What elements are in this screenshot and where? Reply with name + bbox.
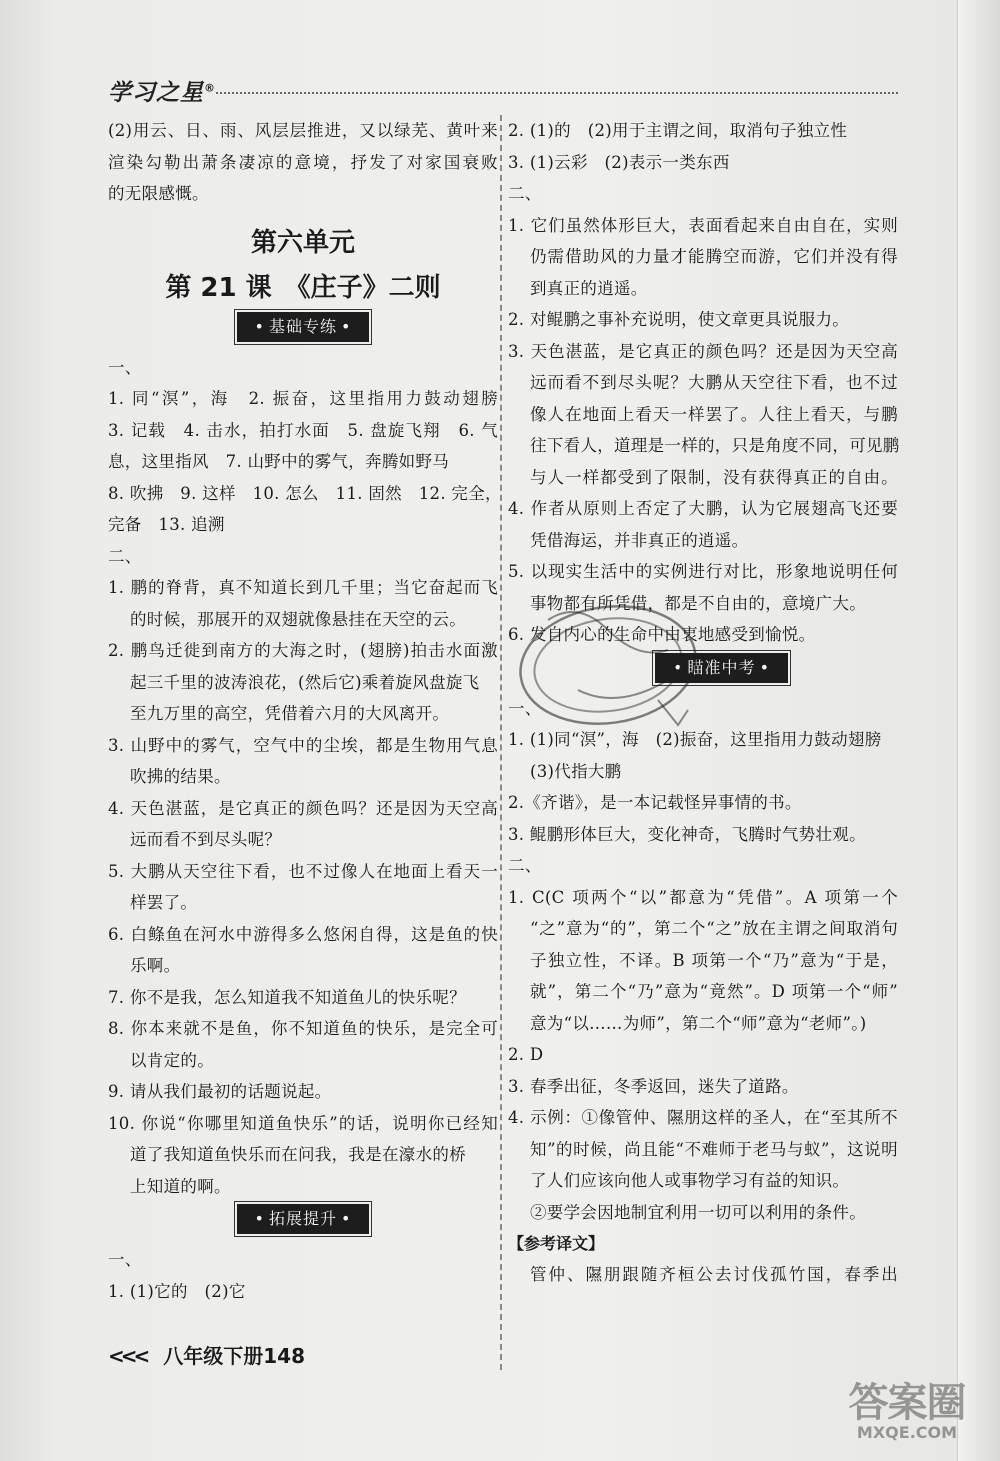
answer-line: 的时候，那展开的双翅就像悬挂在天空的云。 — [130, 609, 466, 629]
answer-line: 4. 天色湛蓝，是它真正的颜色吗？还是因为天空高 — [108, 798, 498, 818]
right-column — [508, 115, 898, 1291]
answer-line: 9. 请从我们最初的话题说起。 — [108, 1082, 332, 1101]
answer-line: 5. 大鹏从天空往下看，也不过像人在地面上看天一 — [108, 861, 498, 881]
answer-line: 仍需借助风的力量才能腾空而游，它们并没有得 — [530, 247, 898, 266]
section-badge-basic: • 基础专练 • — [108, 312, 498, 348]
unit-title: 第六单元 — [250, 227, 355, 258]
answer-line: 1. C(C 项两个“以”都意为“凭借”。A 项第一个 — [508, 887, 898, 907]
answer-line: 10. 你说“你哪里知道鱼快乐”的话，说明你已经知 — [108, 1113, 498, 1133]
lesson-title: 第 21 课 《庄子》二则 — [165, 272, 441, 303]
section-badge-extension: • 拓展提升 • — [108, 1204, 498, 1240]
answer-line: 4. 示例：①像管仲、隰朋这样的圣人，在“至其所不 — [508, 1108, 898, 1127]
answer-line: 1. 同“溟”，海 2. 振奋，这里指用力鼓动翅膀 — [108, 389, 498, 408]
answer-line: 1. 鹏的脊背，真不知道长到几千里；当它奋起而飞 — [108, 578, 498, 597]
answer-line: 事物都有所凭借，都是不自由的，意境广大。 — [530, 593, 866, 613]
page-number: 八年级下册148 — [163, 1344, 305, 1368]
answer-line: 3. 山野中的雾气，空气中的尘埃，都是生物用气息 — [108, 735, 498, 755]
answer-line: 以肯定的。 — [130, 1050, 214, 1070]
answer-line: 2. (1)的 (2)用于主谓之间，取消句子独立性 — [508, 121, 848, 140]
section-label: 一、 — [108, 1250, 142, 1269]
section-label: 一、 — [508, 698, 542, 718]
answer-line: 5. 以现实生活中的实例进行对比，形象地说明任何 — [508, 562, 898, 581]
answer-line: 了人们应该向他人或事物学习有益的知识。 — [530, 1171, 850, 1190]
page-header — [108, 74, 898, 108]
answer-line: “之”意为“的”，第二个“之”放在主谓之间取消句 — [530, 919, 898, 938]
brand-logo: 学习之星® — [108, 80, 216, 106]
answer-line: 上知道的啊。 — [130, 1176, 231, 1196]
book-spine-shadow — [957, 0, 1000, 1461]
section-label: 二、 — [508, 856, 542, 875]
answer-line: 3. (1)云彩 (2)表示一类东西 — [508, 152, 730, 172]
answer-line: 像人在地面上看天一样罢了。人往上看天，与鹏 — [530, 404, 898, 424]
answer-line: 到真正的逍遥。 — [530, 278, 648, 298]
translation-line: 管仲、隰朋跟随齐桓公去讨伐孤竹国，春季出 — [530, 1265, 898, 1284]
answer-line: 往下看人，道理是一样的，只是角度不同，可见鹏 — [530, 436, 900, 455]
reference-translation-label: 【参考译文】 — [508, 1234, 605, 1253]
answer-line: 息，这里指风 7. 山野中的雾气，奔腾如野马 — [108, 452, 450, 471]
answer-line: 3. 鲲鹏形体巨大，变化神奇，飞腾时气势壮观。 — [508, 824, 866, 844]
answer-line: 4. 作者从原则上否定了大鹏，认为它展翅高飞还要 — [508, 499, 898, 518]
chevron-left-icon: <<< — [108, 1344, 147, 1368]
page-footer — [108, 1340, 305, 1369]
answer-line: 样罢了。 — [130, 893, 198, 912]
section-label: 二、 — [508, 184, 542, 203]
site-watermark: 答案圈 MXQE.COM — [848, 1380, 966, 1442]
section-label: 一、 — [108, 357, 142, 377]
header-dotted-rule — [216, 92, 898, 94]
answer-line: 就”，第二个“乃”意为“竟然”。D 项第一个“师” — [530, 982, 898, 1001]
text-line: 的无限感慨。 — [108, 184, 209, 203]
answer-line: 1. 它们虽然体形巨大，表面看起来自由自在，实则 — [508, 215, 898, 235]
answer-line: 8. 你本来就不是鱼，你不知道鱼的快乐，是完全可 — [108, 1019, 498, 1038]
answer-line: (3)代指大鹏 — [530, 761, 622, 781]
answer-line: 凭借海运，并非真正的逍遥。 — [530, 530, 749, 550]
left-column — [108, 115, 502, 1307]
section-badge-exam: • 瞄准中考 • — [508, 653, 898, 689]
answer-line: 道了我知道鱼快乐而在问我，我是在濠水的桥 — [130, 1145, 466, 1164]
answer-line: 远而看不到尽头呢？ — [130, 830, 282, 849]
answer-line: 2.《齐谐》，是一本记载怪异事情的书。 — [508, 793, 802, 812]
answer-line: 知”的时候，尚且能“不难师于老马与蚁”，这说明 — [530, 1139, 898, 1159]
answer-line: ②要学会因地制宜利用一切可以利用的条件。 — [530, 1202, 866, 1222]
answer-line: 远而看不到尽头呢？大鹏从天空往下看，也不过 — [530, 373, 898, 392]
answer-line: 3. 天色湛蓝，是它真正的颜色吗？还是因为天空高 — [508, 341, 898, 361]
answer-line: 6. 发自内心的生命中由衷地感受到愉悦。 — [508, 625, 816, 644]
answer-line: 1. (1)它的 (2)它 — [108, 1281, 246, 1301]
answer-line: 至九万里的高空，凭借着六月的大风离开。 — [130, 704, 450, 723]
answer-line: 8. 吹拂 9. 这样 10. 怎么 11. 固然 12. 完全， — [108, 483, 502, 503]
answer-line: 吹拂的结果。 — [130, 767, 231, 786]
answer-line: 7. 你不是我，怎么知道我不知道鱼儿的快乐呢？ — [108, 987, 466, 1007]
answer-line: 乐啊。 — [130, 956, 181, 975]
text-line: (2)用云、日、雨、风层层推进，又以绿芜、黄叶来 — [108, 121, 498, 140]
answer-line: 3. 春季出征，冬季返回，迷失了道路。 — [508, 1076, 799, 1096]
answer-line: 完备 13. 追溯 — [108, 515, 225, 534]
answer-line: 6. 白鲦鱼在河水中游得多么悠闲自得，这是鱼的快 — [108, 924, 498, 944]
answer-line: 子独立性，不译。B 项第一个“乃”意为“于是， — [530, 950, 898, 970]
text-line: 渲染勾勒出萧条凄凉的意境，抒发了对家国衰败 — [108, 152, 498, 172]
answer-line: 2. 鹏鸟迁徙到南方的大海之时，(翅膀)拍击水面激 — [108, 641, 498, 660]
answer-line: 1. (1)同“溟”，海 (2)振奋，这里指用力鼓动翅膀 — [508, 730, 882, 749]
answer-line: 起三千里的波涛浪花，(然后它)乘着旋风盘旋飞 — [130, 672, 480, 692]
section-label: 二、 — [108, 546, 142, 566]
answer-line: 2. 对鲲鹏之事补充说明，使文章更具说服力。 — [508, 310, 850, 329]
answer-line: 与人一样都受到了限制，没有获得真正的自由。 — [530, 467, 898, 487]
answer-line: 意为“以……为师”，第二个“师”意为“老师”。) — [530, 1013, 867, 1033]
answer-line: 2. D — [508, 1045, 544, 1064]
column-divider — [500, 115, 502, 1370]
answer-line: 3. 记载 4. 击水，拍打水面 5. 盘旋飞翔 6. 气 — [108, 420, 498, 440]
